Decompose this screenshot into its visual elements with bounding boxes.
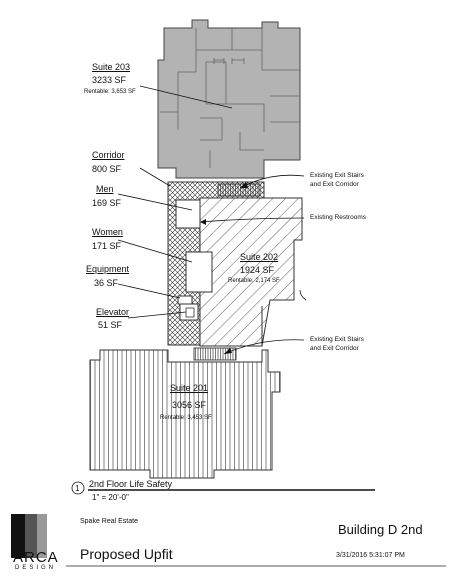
- women-area-label: 171 SF: [92, 241, 122, 251]
- corridor-area-label: 800 SF: [92, 164, 122, 174]
- suite-203-area-label: 3233 SF: [92, 75, 127, 85]
- equipment-area-label: 36 SF: [94, 278, 119, 288]
- exit-bottom-note-line1: Existing Exit Stairs: [310, 336, 364, 343]
- exit-bottom-note-line2: and Exit Corridor: [310, 345, 359, 352]
- suite-201-area-label: 3056 SF: [172, 400, 207, 410]
- suite-202-area-label: 1924 SF: [240, 265, 275, 275]
- client-name: Spake Real Estate: [80, 518, 138, 525]
- suite-203-name: Suite 203: [92, 62, 131, 72]
- men-area-label: 169 SF: [92, 198, 122, 208]
- corridor-name: Corridor: [92, 150, 125, 160]
- project-name: Proposed Upfit: [80, 546, 173, 562]
- equipment-name: Equipment: [86, 264, 130, 274]
- suite-202-rentable: Rentable: 2,174 SF: [228, 278, 280, 284]
- exit-top-note-line2: and Exit Corridor: [310, 181, 359, 188]
- suite-203-area: [158, 20, 300, 178]
- logo-word-design: DESIGN: [15, 565, 57, 571]
- elevator-area-label: 51 SF: [98, 320, 123, 330]
- view-scale: 1" = 20'-0": [92, 493, 129, 502]
- women-name: Women: [92, 227, 123, 237]
- restrooms-note: Existing Restrooms: [310, 214, 366, 221]
- elevator-name: Elevator: [96, 307, 130, 317]
- exit-top-note-line1: Existing Exit Stairs: [310, 172, 364, 179]
- view-title: 2nd Floor Life Safety: [89, 479, 173, 489]
- sheet-title: Building D 2nd: [338, 522, 423, 537]
- women-room: [186, 252, 212, 292]
- suite-201-name: Suite 201: [170, 383, 209, 393]
- view-number: 1: [75, 484, 80, 493]
- men-room: [176, 200, 200, 228]
- men-name: Men: [96, 184, 114, 194]
- exit-stair-top: [218, 184, 260, 196]
- suite-202-name: Suite 202: [240, 252, 279, 262]
- suite-201-rentable: Rentable: 3,453 SF: [160, 415, 212, 421]
- logo-word-arca: ARCA: [13, 549, 59, 566]
- suite-203-rentable: Rentable: 3,653 SF: [84, 89, 136, 95]
- equipment-room: [178, 296, 192, 304]
- plot-timestamp: 3/31/2016 5:31:07 PM: [336, 552, 405, 559]
- arca-design-logo: [11, 514, 73, 574]
